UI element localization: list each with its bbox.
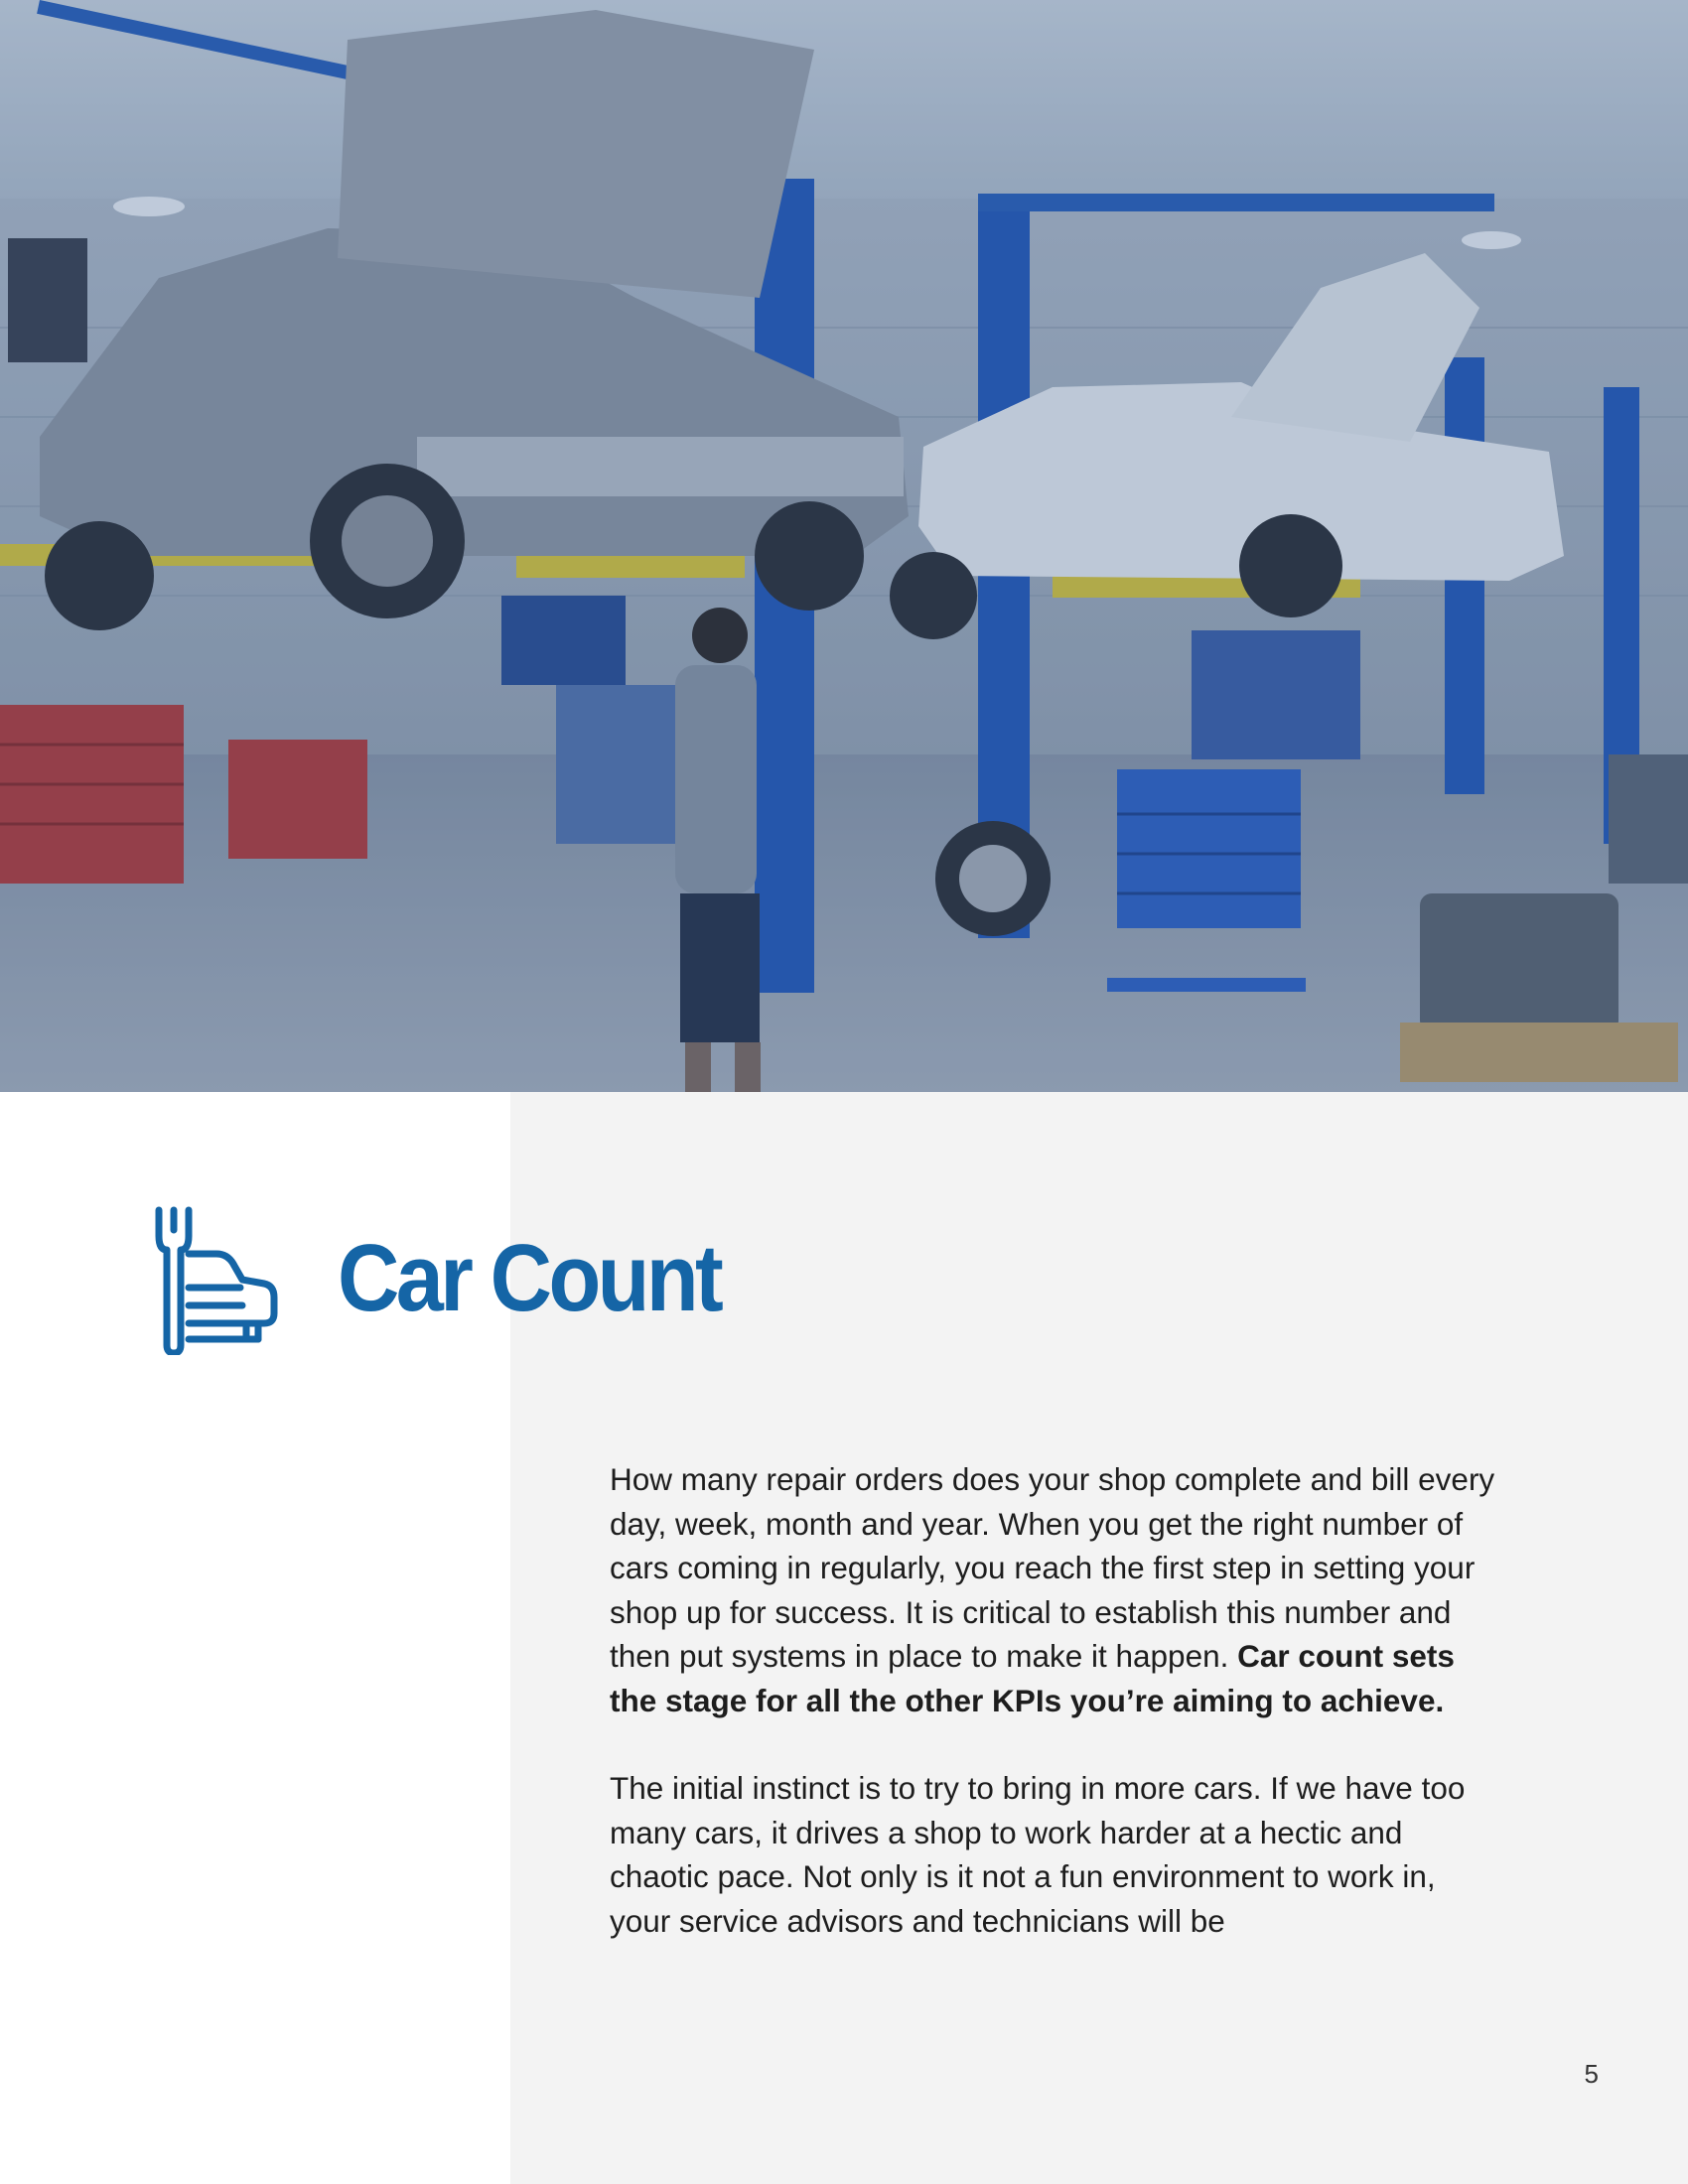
body-text [610,1457,1503,1943]
paragraph-1-emphasis: Car count sets the stage for all the other KPIs you’re aiming to achieve. [610,1638,1455,1718]
paragraph-2: The initial instinct is to try to bring in more cars. If we have too many cars, it drives a shop to work harder at a hectic and chaotic pace. Not only is it not a fun environment to work in, your service advisors and technicians will be [610,1770,1466,1939]
section-title: Car Count [338,1225,721,1331]
wrench-car-icon [147,1206,282,1355]
paragraph-1-text: How many repair orders does your shop complete and bill every day, week, month and year. When you get the right number of cars coming in regularly, you reach the first step in setting your shop up for success. It is critical to establish this number and then put systems in place to make it happen. [610,1461,1495,1674]
page-number: 5 [1584,2059,1599,2089]
paragraph-1 [610,1457,1503,1722]
